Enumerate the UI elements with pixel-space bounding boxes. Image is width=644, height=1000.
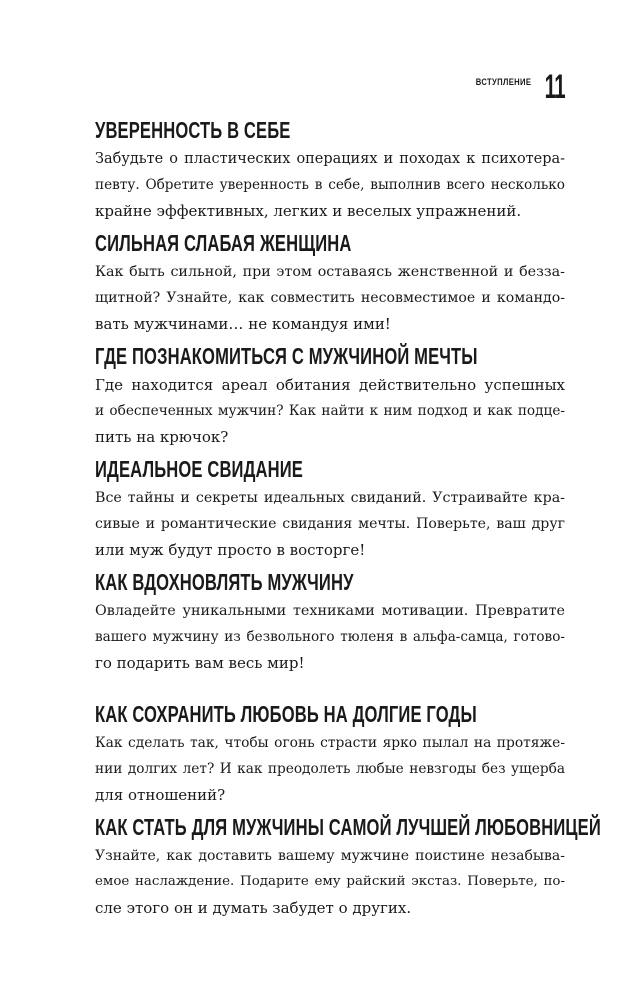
section-heading: СИЛЬНАЯ СЛАБАЯ ЖЕНЩИНА xyxy=(95,230,352,256)
body-line: нии долгих лет? И как преодолеть любые невзгоды без ущерба xyxy=(95,761,565,777)
section-body xyxy=(95,372,565,450)
body-line: вать мужчинами… не командуя ими! xyxy=(95,315,391,333)
body-line: Овладейте уникальными техниками мотивации. Превратите xyxy=(95,603,565,619)
body-line: го подарить вам весь мир! xyxy=(95,654,305,672)
section-body xyxy=(95,259,565,337)
body-line: для отношений? xyxy=(95,786,226,804)
running-head xyxy=(0,70,565,104)
body-line: певту. Обретите уверенность в себе, выполнив всего несколько xyxy=(95,177,565,193)
section-self-confidence xyxy=(95,114,565,224)
body-line: или муж будут просто в восторге! xyxy=(95,541,366,559)
section-where-to-meet xyxy=(95,340,565,450)
page-number: 11 xyxy=(544,68,565,106)
section-inspire-man xyxy=(95,566,565,676)
body-line: щитной? Узнайте, как совместить несовместимое и командо- xyxy=(95,290,565,306)
body-line: пить на крючок? xyxy=(95,428,229,446)
body-line: Как сделать так, чтобы огонь страсти ярко пылал на протяже- xyxy=(95,735,565,751)
body-line: Как быть сильной, при этом оставаясь женственной и безза- xyxy=(95,264,565,280)
section-body xyxy=(95,146,565,224)
section-body xyxy=(95,730,565,808)
body-line: Узнайте, как доставить вашему мужчине поистине незабыва- xyxy=(95,848,565,864)
section-strong-weak-woman xyxy=(95,227,565,337)
section-ideal-date xyxy=(95,453,565,563)
body-line: сивые и романтические свидания мечты. Поверьте, ваш друг xyxy=(95,516,565,532)
body-line: вашего мужчину из безвольного тюленя в альфа-самца, готово- xyxy=(95,629,565,645)
body-line: и обеспеченных мужчин? Как найти к ним подход и как подце- xyxy=(95,403,565,419)
section-keep-love xyxy=(95,698,565,808)
section-body xyxy=(95,598,565,676)
body-line: крайне эффективных, легких и веселых упражнений. xyxy=(95,202,522,220)
section-heading: КАК СОХРАНИТЬ ЛЮБОВЬ НА ДОЛГИЕ ГОДЫ xyxy=(95,701,477,727)
section-heading: КАК ВДОХНОВЛЯТЬ МУЖЧИНУ xyxy=(95,569,354,595)
section-best-lover xyxy=(95,811,601,921)
body-line: Забудьте о пластических операциях и походах к психотера- xyxy=(95,151,565,167)
body-line: сле этого он и думать забудет о других. xyxy=(95,899,412,917)
body-line: Где находится ареал обитания действительно успешных xyxy=(95,376,565,394)
section-heading: КАК СТАТЬ ДЛЯ МУЖЧИНЫ САМОЙ ЛУЧШЕЙ ЛЮБОВНИЦЕЙ xyxy=(95,814,601,840)
section-heading: УВЕРЕННОСТЬ В СЕБЕ xyxy=(95,117,291,143)
section-body xyxy=(95,843,565,921)
body-line: Все тайны и секреты идеальных свиданий. Устраивайте кра- xyxy=(95,490,565,506)
body-line: емое наслаждение. Подарите ему райский экстаз. Поверьте, по- xyxy=(95,874,565,889)
section-body xyxy=(95,485,565,563)
running-head-section-label: ВСТУПЛЕНИЕ xyxy=(475,77,531,87)
section-heading: ИДЕАЛЬНОЕ СВИДАНИЕ xyxy=(95,456,304,482)
page-content xyxy=(95,114,601,924)
section-heading: ГДЕ ПОЗНАКОМИТЬСЯ С МУЖЧИНОЙ МЕЧТЫ xyxy=(95,343,478,369)
